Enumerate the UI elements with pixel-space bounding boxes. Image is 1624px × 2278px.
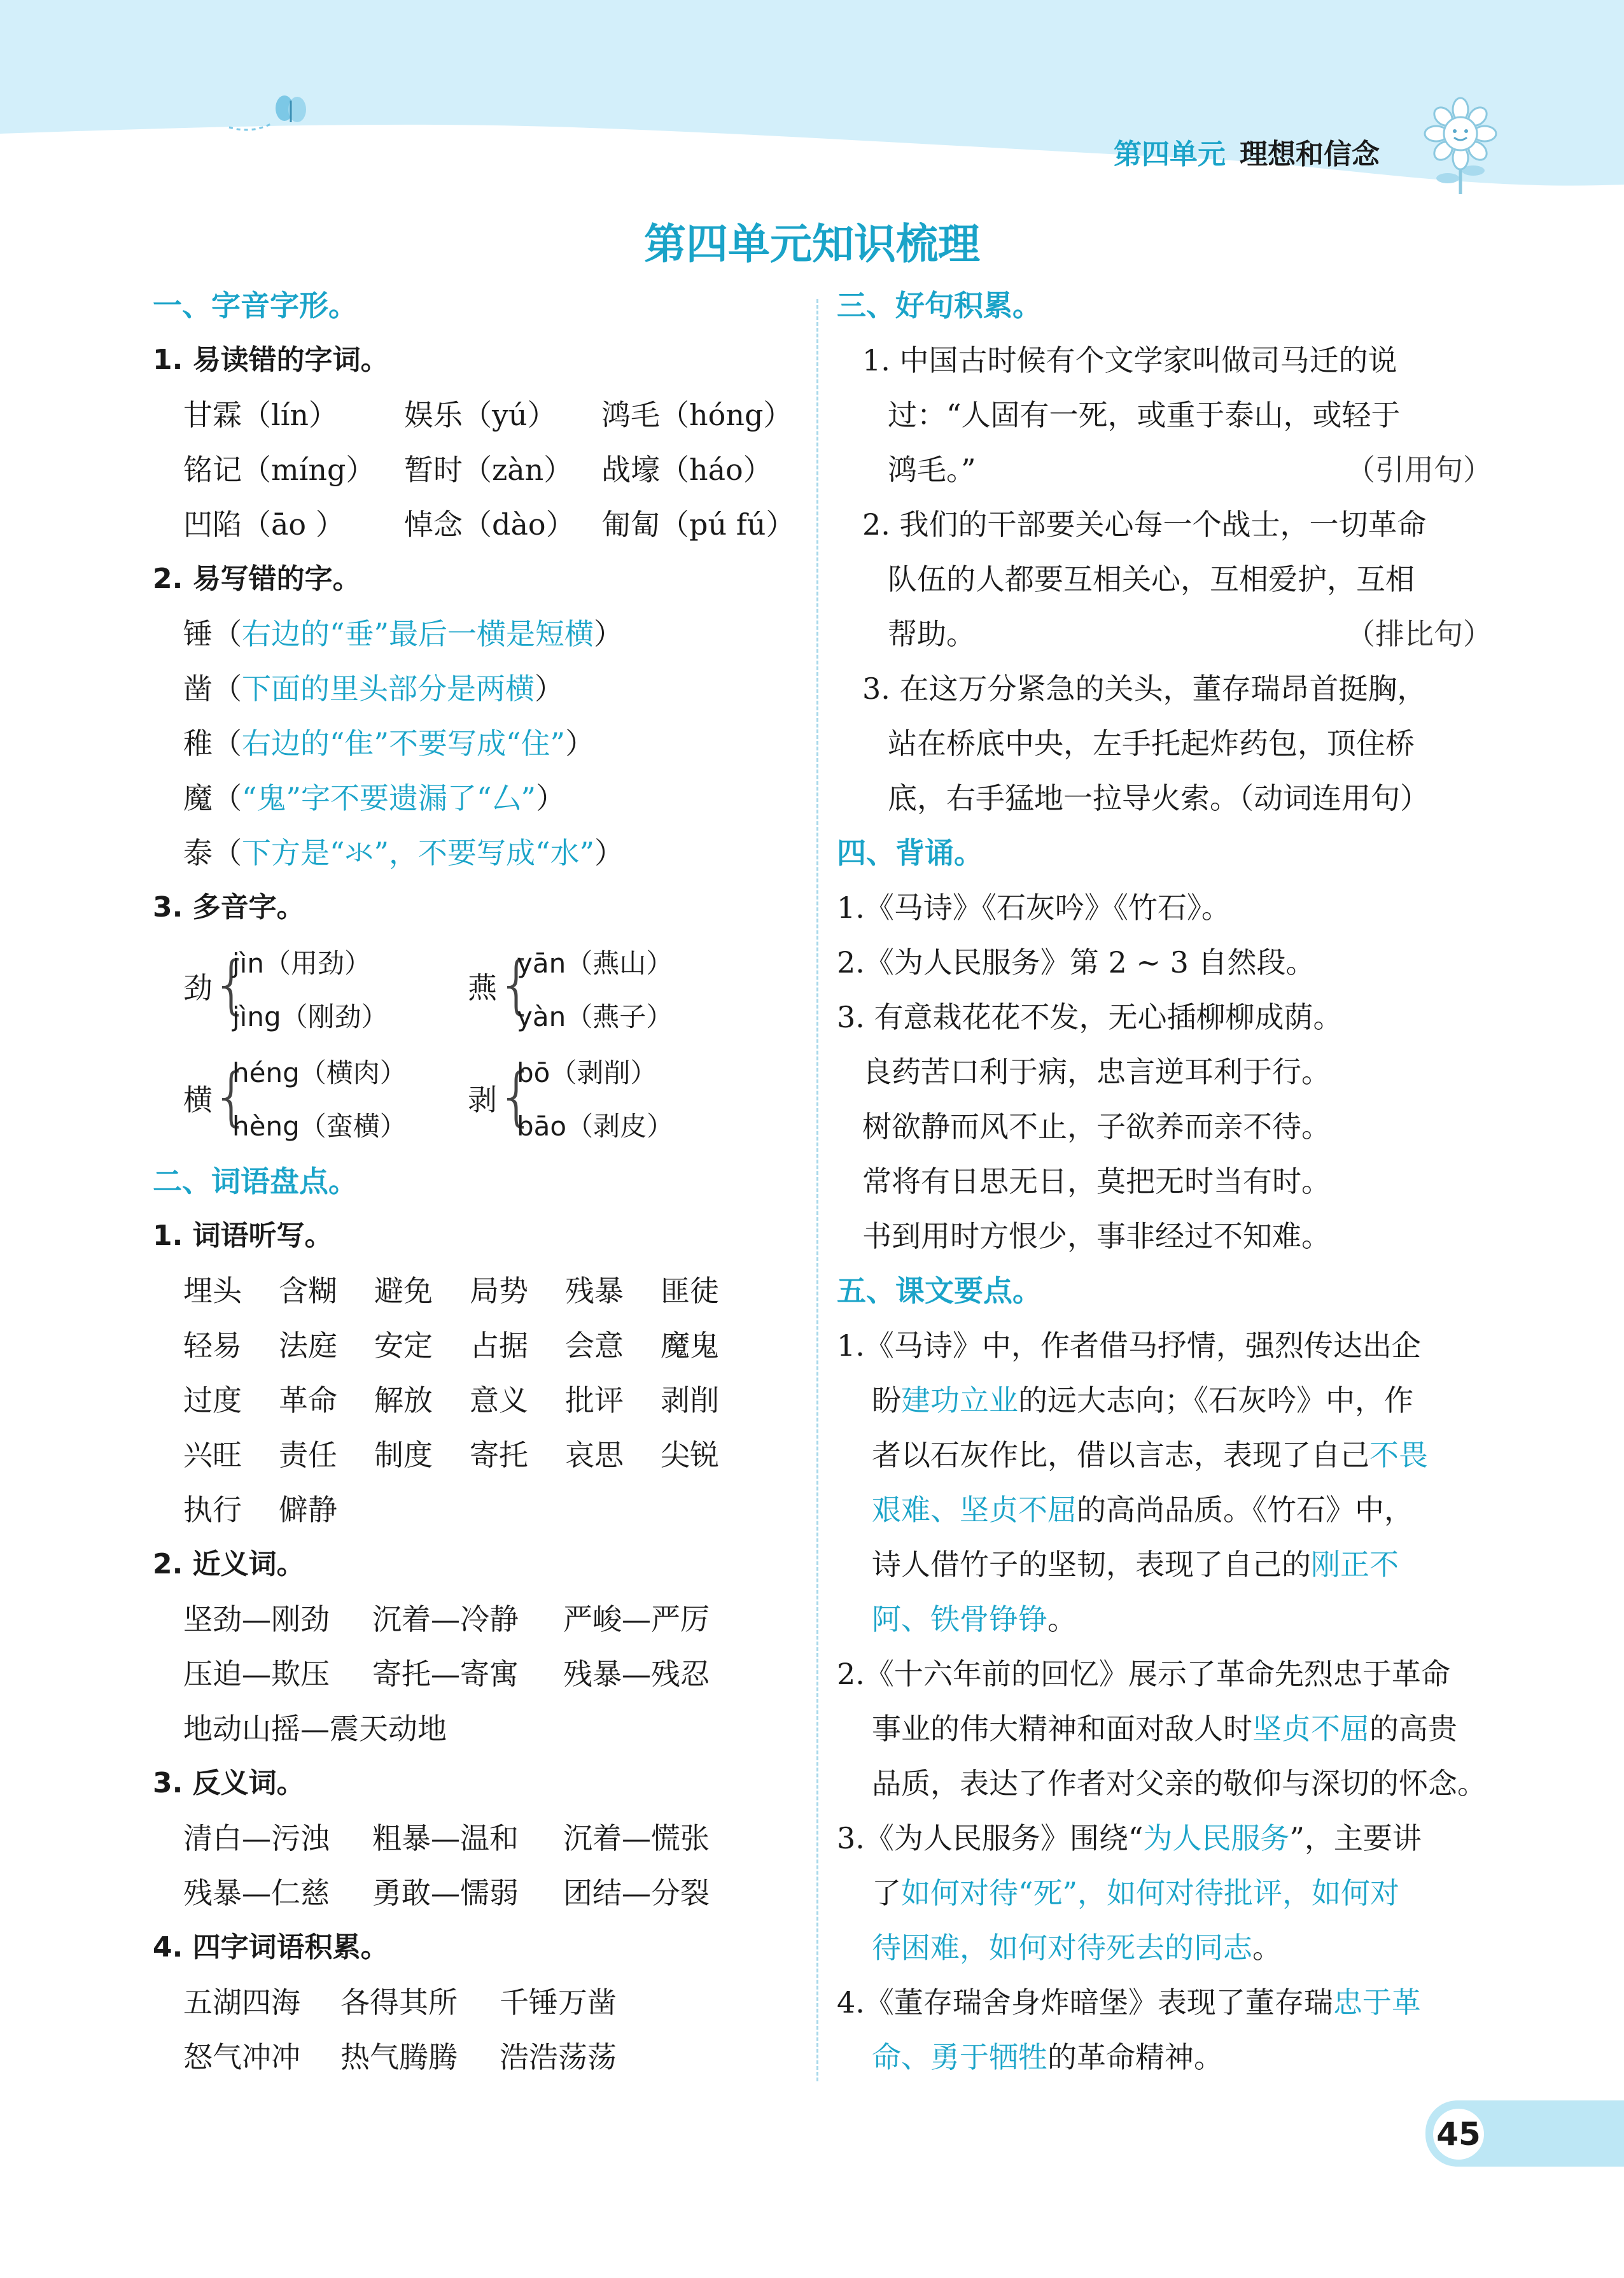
synonym-pair: 残暴—残忍: [563, 1657, 710, 1691]
word: 革命: [279, 1383, 337, 1417]
poly-char: 横: [183, 1083, 213, 1117]
subsection-heading: 2. 易写错的字。: [153, 563, 361, 595]
subsection-heading: 3. 反义词。: [153, 1767, 305, 1799]
subsection-heading: 3. 多音字。: [153, 891, 305, 924]
pron-item: 匍匐（pú fú）: [601, 507, 795, 542]
idiom: 热气腾腾: [340, 2040, 458, 2074]
word: 哀思: [565, 1438, 624, 1472]
sentence-line: 鸿毛。”: [888, 453, 976, 487]
brace-symbol: {: [211, 947, 252, 1022]
section-heading: 一、字音字形。: [153, 288, 358, 323]
word: 剥削: [661, 1383, 719, 1417]
write-item: 凿（下面的里头部分是两横）: [183, 671, 564, 706]
sentence-line: 1. 中国古时候有个文学家叫做司马迁的说: [862, 343, 1397, 377]
key-point-line: 品质，表达了作者对父亲的敬仰与深切的怀念。: [872, 1766, 1487, 1801]
synonym-pair: 沉着—冷静: [372, 1602, 519, 1636]
synonym-pair: 严峻—严厉: [563, 1602, 710, 1636]
idiom: 五湖四海: [183, 1985, 300, 2020]
antonym-pair: 粗暴—温和: [372, 1821, 519, 1855]
pron-item: 战壕（háo）: [601, 453, 773, 487]
word: 执行: [183, 1493, 242, 1527]
sentence-line: 站在桥底中央，左手托起炸药包，顶住桥: [888, 726, 1415, 761]
word: 僻静: [279, 1493, 337, 1527]
recite-line: 2.《为人民服务》第 2 ~ 3 自然段。: [837, 945, 1315, 980]
recite-line: 常将有日思无日，莫把无时当有时。: [862, 1164, 1331, 1199]
word: 轻易: [183, 1328, 242, 1363]
brace-symbol: {: [211, 1059, 252, 1134]
word: 避免: [374, 1274, 433, 1308]
unit-number: 第四单元: [1114, 138, 1226, 171]
key-point-line: 事业的伟大精神和面对敌人时坚贞不屈的高贵: [872, 1712, 1457, 1746]
key-point-line: 阿、铁骨铮铮。: [872, 1602, 1077, 1636]
antonym-pair: 沉着—慌张: [563, 1821, 710, 1855]
synonym-pair: 地动山摇—震天动地: [183, 1712, 447, 1746]
unit-header: [1114, 131, 1380, 172]
recite-line: 书到用时方恨少，事非经过不知难。: [862, 1219, 1331, 1253]
word: 安定: [374, 1328, 433, 1363]
unit-title: 理想和信念: [1240, 138, 1380, 171]
sentence-line: 3. 在这万分紧急的关头，董存瑞昂首挺胸，: [862, 671, 1427, 706]
column-divider: [816, 299, 818, 2081]
page-number: 45: [1433, 2109, 1484, 2160]
subsection-heading: 4. 四字词语积累。: [153, 1931, 389, 1964]
antonym-pair: 团结—分裂: [563, 1876, 710, 1910]
poly-reading: jìng（刚劲）: [232, 1001, 388, 1032]
subsection-heading: 1. 易读错的字词。: [153, 344, 389, 376]
butterfly-icon: [226, 89, 315, 140]
key-point-line: 命、勇于牺牲的革命精神。: [872, 2040, 1223, 2074]
word: 尖锐: [661, 1438, 719, 1472]
brace-symbol: {: [496, 947, 537, 1022]
word: 魔鬼: [661, 1328, 719, 1363]
pron-item: 鸿毛（hóng）: [601, 398, 793, 432]
key-point-line: 2.《十六年前的回忆》展示了革命先烈忠于革命: [837, 1657, 1450, 1691]
idiom: 浩浩荡荡: [500, 2040, 617, 2074]
page-title: 第四单元知识梳理: [644, 220, 980, 269]
brace-symbol: {: [496, 1059, 537, 1134]
key-point-line: 3.《为人民服务》围绕“为人民服务”，主要讲: [837, 1821, 1422, 1855]
poly-char: 燕: [468, 971, 497, 1005]
word: 责任: [279, 1438, 337, 1472]
word: 过度: [183, 1383, 242, 1417]
synonym-pair: 压迫—欺压: [183, 1657, 330, 1691]
sentence-type-tag: （排比句）: [1346, 617, 1492, 651]
poly-char: 劲: [183, 971, 213, 1005]
idiom: 各得其所: [340, 1985, 458, 2020]
pron-item: 暂时（zàn）: [404, 453, 573, 487]
key-point-line: 艰难、坚贞不屈的高尚品质。《竹石》中，: [872, 1493, 1413, 1527]
idiom: 怒气冲冲: [183, 2040, 300, 2074]
poly-reading: yān（燕山）: [517, 948, 673, 979]
key-point-line: 诗人借竹子的坚韧，表现了自己的刚正不: [872, 1547, 1399, 1582]
key-point-line: 盼建功立业的远大志向；《石灰吟》中，作: [872, 1383, 1413, 1417]
word: 会意: [565, 1328, 624, 1363]
word: 残暴: [565, 1274, 624, 1308]
idiom: 千锤万凿: [500, 1985, 617, 2020]
key-point-line: 者以石灰作比，借以言志，表现了自己不畏: [872, 1438, 1428, 1472]
pron-item: 娱乐（yú）: [404, 398, 557, 432]
word: 批评: [565, 1383, 624, 1417]
write-item: 泰（下方是“氺”，不要写成“水”）: [183, 836, 624, 870]
pron-item: 甘霖（lín）: [183, 398, 339, 432]
word: 解放: [374, 1383, 433, 1417]
antonym-pair: 残暴—仁慈: [183, 1876, 330, 1910]
key-point-line: 1.《马诗》中，作者借马抒情，强烈传达出企: [837, 1328, 1421, 1363]
write-item: 魔（“鬼”字不要遗漏了“厶”）: [183, 781, 566, 815]
word: 匪徒: [661, 1274, 719, 1308]
antonym-pair: 勇敢—懦弱: [372, 1876, 519, 1910]
section-heading: 二、词语盘点。: [153, 1164, 358, 1199]
subsection-heading: 2. 近义词。: [153, 1548, 305, 1580]
key-point-line: 4.《董存瑞舍身炸暗堡》表现了董存瑞忠于革: [837, 1985, 1421, 2020]
sentence-type-tag: （引用句）: [1346, 453, 1492, 487]
antonym-pair: 清白—污浊: [183, 1821, 330, 1855]
subsection-heading: 1. 词语听写。: [153, 1220, 333, 1252]
synonym-pair: 坚劲—刚劲: [183, 1602, 330, 1636]
recite-line: 3. 有意栽花花不发，无心插柳柳成荫。: [837, 1000, 1343, 1034]
sentence-line: 过：“人固有一死，或重于泰山，或轻于: [888, 398, 1401, 432]
recite-line: 树欲静而风不止，子欲养而亲不待。: [862, 1109, 1331, 1144]
recite-line: 1.《马诗》《石灰吟》《竹石》。: [837, 890, 1231, 925]
poly-reading: hèng（蛮横）: [232, 1111, 407, 1142]
key-point-line: 待困难，如何对待死去的同志。: [872, 1930, 1282, 1965]
synonym-pair: 寄托—寄寓: [372, 1657, 519, 1691]
section-heading: 三、好句积累。: [837, 288, 1042, 323]
word: 法庭: [279, 1328, 337, 1363]
word: 意义: [470, 1383, 528, 1417]
section-heading: 五、课文要点。: [837, 1274, 1042, 1308]
word: 占据: [470, 1328, 528, 1363]
poly-char: 剥: [468, 1083, 497, 1117]
poly-reading: bō（剥削）: [517, 1057, 657, 1088]
word: 制度: [374, 1438, 433, 1472]
poly-reading: bāo（剥皮）: [517, 1111, 674, 1142]
sentence-line: 帮助。: [888, 617, 976, 651]
word: 局势: [470, 1274, 528, 1308]
write-item: 锤（右边的“垂”最后一横是短横）: [183, 617, 624, 651]
poly-reading: jìn（用劲）: [232, 948, 371, 979]
poly-reading: héng（横肉）: [232, 1057, 407, 1088]
sentence-line: 底，右手猛地一拉导火索。（动词连用句）: [888, 781, 1429, 815]
section-heading: 四、背诵。: [837, 836, 983, 870]
pron-item: 悼念（dào）: [404, 507, 575, 542]
word: 寄托: [470, 1438, 528, 1472]
key-point-line: 了如何对待“死”，如何对待批评，如何对: [872, 1876, 1400, 1910]
word: 埋头: [183, 1274, 242, 1308]
recite-line: 良药苦口利于病，忠言逆耳利于行。: [862, 1055, 1331, 1089]
sentence-line: 队伍的人都要互相关心，互相爱护，互相: [888, 562, 1415, 596]
sunflower-icon: [1419, 95, 1502, 197]
word: 兴旺: [183, 1438, 242, 1472]
write-item: 稚（右边的“隹”不要写成“住”）: [183, 726, 595, 761]
pron-item: 凹陷（āo ）: [183, 507, 345, 542]
poly-reading: yàn（燕子）: [517, 1001, 673, 1032]
sentence-line: 2. 我们的干部要关心每一个战士，一切革命: [862, 507, 1427, 542]
word: 含糊: [279, 1274, 337, 1308]
pron-item: 铭记（míng）: [183, 453, 375, 487]
